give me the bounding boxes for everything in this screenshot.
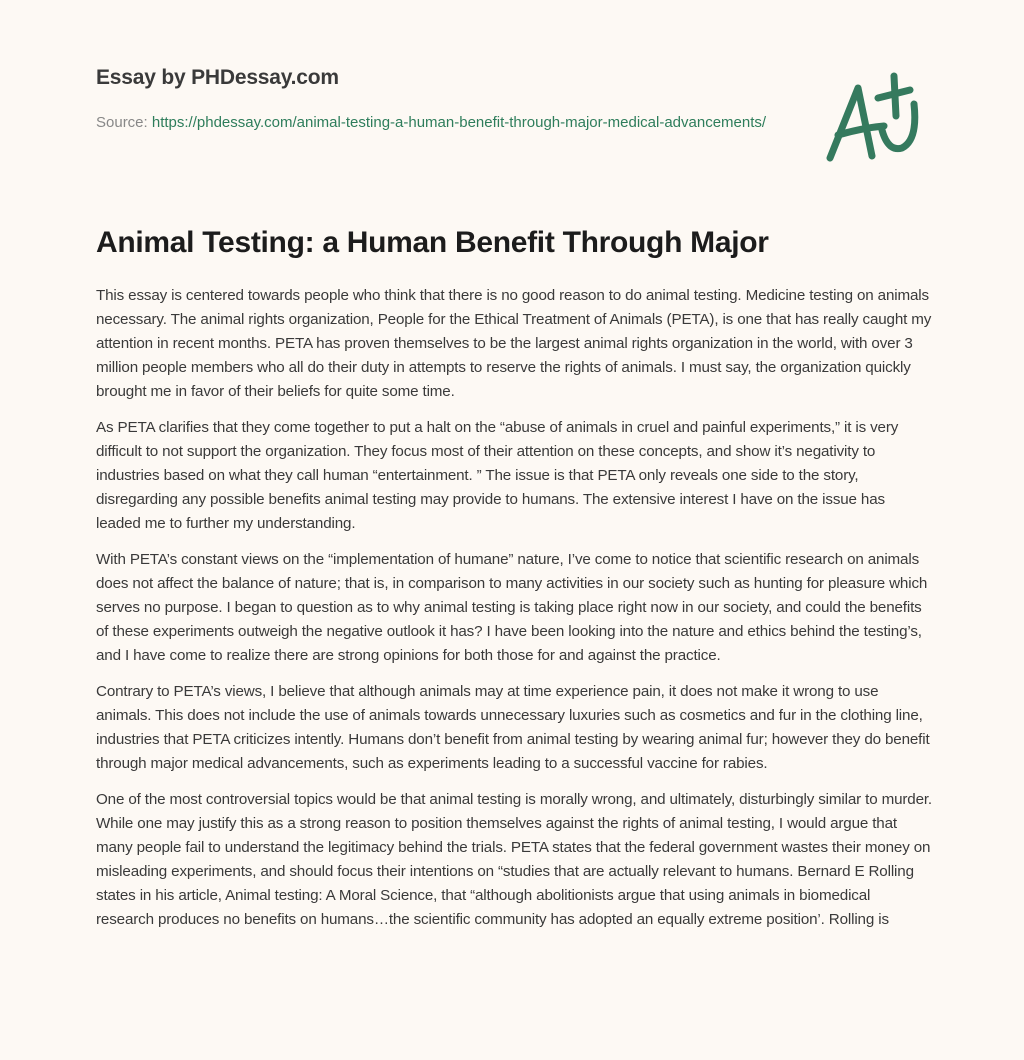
paragraph: This essay is centered towards people who think that there is no good reason to do animal testing. Medicine testing on animals necessary. The animal rights organization, People for the Ethical Treatment of Animals (PETA), is one that has really caught my attention in recent months. PETA has proven themselves to be the largest animal rights organization in the world, with over 3 million people members who all do their duty in attempts to reserve the rights of animals. I must say, the organization quickly brought me in favor of their beliefs for quite some time. [96, 287, 932, 400]
source-link[interactable]: https://phdessay.com/animal-testing-a-human-benefit-through-major-medical-advancements/ [151, 114, 767, 131]
paragraph: One of the most controversial topics would be that animal testing is morally wrong, and ultimately, disturbingly similar to murder. While one may justify this as a strong reason to position themselves against the rights of animal testing, I would argue that many people fail to understand the legitimacy behind the trials. PETA states that the federal government wastes their money on misleading experiments, and should focus their intentions on “studies that are actually relevant to humans. Bernard E Rolling states in his article, Animal testing: A Moral Science, that “although abolitionists argue that using animals in biomedical research produces no benefits on humans…the scientific community has adopted an equally extreme position’. Rolling is [96, 791, 933, 928]
source-line [96, 111, 786, 134]
article-body [96, 284, 932, 944]
paragraph: As PETA clarifies that they come together to put a halt on the “abuse of animals in cruel and painful experiments,” it is very difficult to not support the organization. They focus most of their attention on these concepts, and show it’s negativity to industries based on what they call human “entertainment. ” The issue is that PETA only reveals one side to the story, disregarding any possible benefits animal testing may provide to humans. The extensive interest I have on the issue has leaded me to further my understanding. [96, 419, 899, 532]
site-brand: Essay by PHDessay.com [96, 66, 339, 89]
paragraph: With PETA’s constant views on the “implementation of humane” nature, I’ve come to notice that scientific research on animals does not affect the balance of nature; that is, in comparison to many activities in our society such as hunting for pleasure which serves no purpose. I began to question as to why animal testing is taking place right now in our society, and could the benefits of these experiments outweigh the negative outlook it has? I have been looking into the nature and ethics behind the testing’s, and I have come to realize there are strong opinions for both those for and against the practice. [96, 551, 928, 664]
source-label: Source: [96, 114, 148, 131]
a-plus-grade-icon [822, 40, 932, 170]
paragraph: Contrary to PETA’s views, I believe that although animals may at time experience pain, it does not make it wrong to use animals. This does not include the use of animals towards unnecessary luxuries such as cosmetics and fur in the clothing line, industries that PETA criticizes intently. Humans don’t benefit from animal testing by wearing animal fur; however they do benefit through major medical advancements, such as experiments leading to a successful vaccine for rabies. [96, 683, 930, 772]
article-title: Animal Testing: a Human Benefit Through Major [96, 226, 769, 259]
